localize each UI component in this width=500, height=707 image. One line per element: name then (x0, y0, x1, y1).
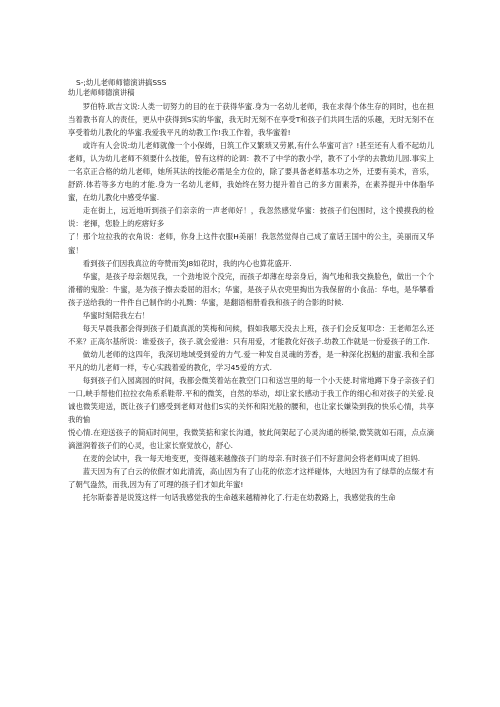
paragraph-14: 托尔斯泰普是说笈这样一句话我感觉我的生命越来越精神化了.行走在幼教路上，我感觉我的生命 (82, 493, 396, 503)
paragraph-6: 华蜜，是孩子母亲烟见我，一个劲地说个没完，而孩子却薄在母亲身后，淘气地和我交换脸色，做出一个个滑稽的鬼脸：牛蜜，是为孩子擦去委屈的泪水；华蜜，是孩子从衣兜里掏出为我保留的小食品：华电，是华攀看孩子送给我的一件件自己制作的小礼黝：华蜜，是翻语相册看我和孩子的合影的时候. (68, 271, 434, 307)
paragraph-3: 走在街上，远近地听到孩子们亲亲的一声老师好！，我忽然感觉华蜜：披孩子们包围时，这个摸摸我的检说：老揮，您脸上的疙瘩好多 (68, 206, 434, 229)
paragraph-9: 做幼儿老师的这四年，我深切地域受到爱的力气.爱一种发自灵魂的芳香，是一种深化拐魁的甜蜜.我和全部平凡的幼儿老师一样，专心实践着爱的教化，学习45爱的方式. (68, 349, 434, 372)
document-subtitle: 幼儿老师师德演讲稿 (68, 88, 135, 97)
paragraph-10: 每到孩子们入园离园的时间，我都会微笑着站在教空门口和送岂里的每一个小天使.时常地蹲下身子亲孩子们一口,峡手帮他们拉拉衣角系系鞋带.平和的微笑，自然的举动，却让家长感动于我工作的细心和对孩子的关爱.良诚也微笑迎送，既让孩子们感受到老师对他们S实的关怀和阳光般的腰和，也让家长嫌染到我的快乐心情，共享我的愉 (68, 375, 434, 425)
paragraph-11: 悦心情.在迎送孩子的简疝时间里，我微笑掂和家长沟通，彼此间架起了心灵沟通的桥梁,微笑就如石雨，点点滴滴滋润着孩子们的心灵，也让家长察觉放心，舒心. (68, 428, 434, 451)
paragraph-2: 或许有人会说:幼儿老师就像一个小保姆，日筑工作又繁琐又劳累,有什么华蜜可言？!甚至还有人看不起幼儿老师，认为幼儿老师不须要什么技能，曾有这样的论调：教不了中学的教小学，教不了小学的去教幼儿园.事实上一名京正合格的幼儿老师，她所其法的技能必需是全方位的，除了要具备老师基本功之外，迁要有美术，音乐，舒跻.体若等多方电的才能.身为一名幼儿老师，我始终在努力提升着自己的多方面素养，在素养提升中体脂华蜜，在幼儿教化中感受华蜜. (68, 141, 434, 203)
paragraph-1: 罗伯特.欧吉文说:人类一切努力的目的在于获得华蜜.身为一名幼儿老师，我在求得个体生存的同时，也在担当着教书育人的责任，更从中获得到S实的华蜜，我无时无刻不在享受T和孩子们共同生活的乐趣，无时无刻不在享受着幼儿教化的华蜜.我爱我平凡的幼教工作!我工作着，我华蜜着! (68, 102, 434, 138)
paragraph-13: 蓝天因为有了白云的依假才如此清流，高山因为有了山花的依恋才这样碰体，大地因为有了绿草的点缀才有了朝气盎然，而我,因为有了可理的孩子们才如此年蜜! (68, 467, 434, 490)
paragraph-5: 看到孩子们因我真泣的夸赞而笑J8如花时，我的内心也算花盛开. (82, 258, 292, 268)
document-page (68, 78, 434, 504)
document-title: S-;幼儿老师师德演讲搞SSS (76, 78, 167, 87)
paragraph-8: 每天早晨我都会得到孩子们最真派的笑梅和问候，假如我哪天没去上班，孩子们会反复叩念：王老师怎么还不来？正高尔基所说：谁爱孩子，孩子.就会爱港：只有用爱，才能教化好孩子.幼教工作就是一份爱孩子的工作. (68, 323, 434, 346)
paragraph-7: 华蜜时刻陪我左右！ (82, 310, 150, 320)
paragraph-12: 在麦的会试中，我一每天地变更，变得越来越像孩子门的母亲.有时孩子们不好意间会将老师叫成了担妈. (82, 454, 421, 464)
paragraph-4: 了！那个垃拉我的衣角说：老师，你身上这件衣服H美丽！我忽然觉得自己成了童话王国中的公主，美丽而又华蜜！ (68, 232, 434, 255)
